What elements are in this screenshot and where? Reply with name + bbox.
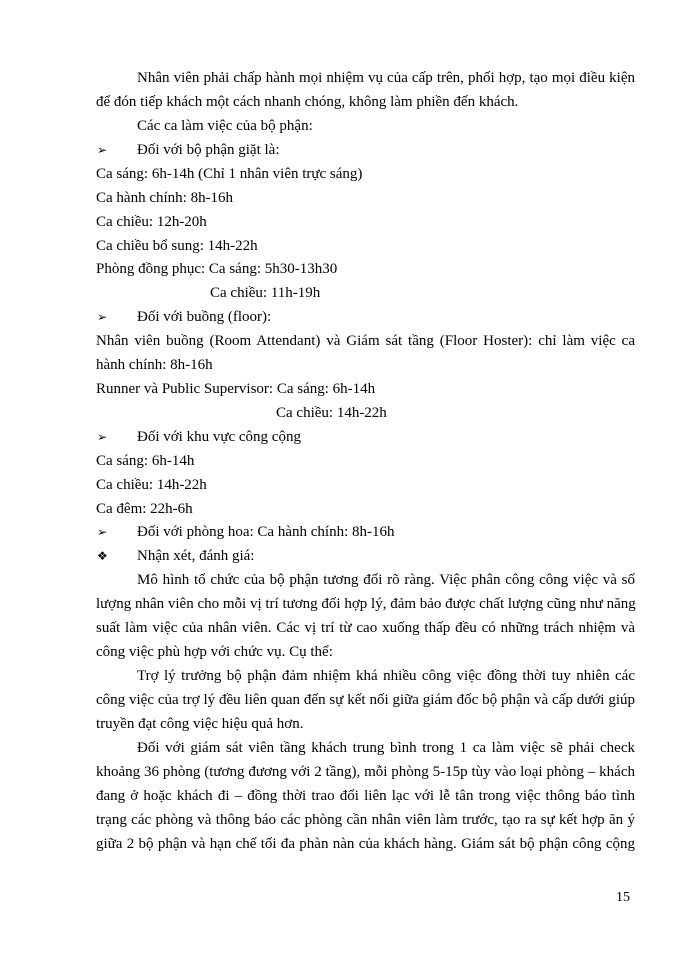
list-item: Ca đêm: 22h-6h bbox=[96, 501, 193, 517]
arrow-bullet-icon: ➢ bbox=[97, 525, 108, 539]
flower-room-heading: Đối với phòng hoa: Ca hành chính: 8h-16h bbox=[137, 524, 395, 540]
arrow-bullet-icon: ➢ bbox=[97, 310, 108, 324]
list-item: Phòng đồng phục: Ca sáng: 5h30-13h30 bbox=[96, 261, 338, 277]
list-item: Ca chiều: 11h-19h bbox=[210, 285, 321, 301]
paragraph-line: Trợ lý trưởng bộ phận đảm nhiệm khá nhiều công việc đồng thời tuy nhiên các bbox=[137, 668, 635, 684]
page-number: 15 bbox=[616, 890, 630, 905]
paragraph-line: hành chính: 8h-16h bbox=[96, 357, 213, 373]
paragraph-line: Nhân viên buồng (Room Attendant) và Giám sát tầng (Floor Hoster): chỉ làm việc ca bbox=[96, 333, 635, 349]
public-area-heading: Đối với khu vực công cộng bbox=[137, 429, 301, 445]
paragraph-line: Nhân viên phải chấp hành mọi nhiệm vụ của cấp trên, phối hợp, tạo mọi điều kiện bbox=[137, 70, 635, 86]
list-item: Ca sáng: 6h-14h bbox=[96, 453, 195, 469]
arrow-bullet-icon: ➢ bbox=[97, 430, 108, 444]
paragraph-line: truyền đạt công việc hiệu quả hơn. bbox=[96, 716, 304, 732]
list-item: Ca chiều bổ sung: 14h-22h bbox=[96, 238, 258, 254]
paragraph-line: Đối với giám sát viên tầng khách trung bình trong 1 ca làm việc sẽ phải check bbox=[137, 740, 635, 756]
list-item: Ca sáng: 6h-14h (Chỉ 1 nhân viên trực sáng) bbox=[96, 166, 363, 182]
paragraph-line: để đón tiếp khách một cách nhanh chóng, không làm phiền đến khách. bbox=[96, 94, 519, 110]
paragraph-line: công việc phù hợp với chức vụ. Cụ thể: bbox=[96, 644, 333, 660]
paragraph-line: trạng các phòng và thông báo các phòng cần nhân viên làm trước, tạo ra sự kết hợp ăn ý bbox=[96, 812, 635, 828]
floor-heading: Đối với buồng (floor): bbox=[137, 309, 272, 325]
list-item: Ca chiều: 14h-22h bbox=[96, 477, 207, 493]
paragraph-line: Mô hình tổ chức của bộ phận tương đối rõ ràng. Việc phân công công việc và số bbox=[137, 572, 635, 588]
paragraph-line: công việc của trợ lý đều liên quan đến sự kết nối giữa giám đốc bộ phận và cấp dưới giúp bbox=[96, 692, 635, 708]
paragraph-line: lượng nhân viên cho mỗi vị trí tương đối hợp lý, đảm bảo được chất lượng cũng như năng bbox=[96, 596, 636, 612]
review-heading: Nhận xét, đánh giá: bbox=[137, 548, 255, 564]
section-intro: Các ca làm việc của bộ phận: bbox=[137, 118, 313, 134]
paragraph-line: đang ở hoặc khách đi – đồng thời trao đổi liên lạc với lễ tân trong việc thông báo tình bbox=[96, 788, 635, 804]
laundry-heading: Đối với bộ phận giặt là: bbox=[137, 142, 280, 158]
list-item: Ca hành chính: 8h-16h bbox=[96, 190, 234, 206]
list-item: Runner và Public Supervisor: Ca sáng: 6h-14h bbox=[96, 381, 376, 397]
paragraph-line: suất làm việc của nhân viên. Các vị trí từ cao xuống thấp đều có những trách nhiệm và bbox=[96, 620, 635, 636]
paragraph-line: giữa 2 bộ phận và hạn chế tối đa phàn nàn của khách hàng. Giám sát bộ phận công cộng bbox=[96, 836, 635, 852]
list-item: Ca chiều: 12h-20h bbox=[96, 214, 207, 230]
paragraph-line: khoảng 36 phòng (tương đương với 2 tầng), mỗi phòng 5-15p tùy vào loại phòng – khách bbox=[96, 764, 635, 780]
list-item: Ca chiều: 14h-22h bbox=[276, 405, 387, 421]
arrow-bullet-icon: ➢ bbox=[97, 143, 108, 157]
diamond-bullet-icon: ❖ bbox=[97, 549, 108, 563]
